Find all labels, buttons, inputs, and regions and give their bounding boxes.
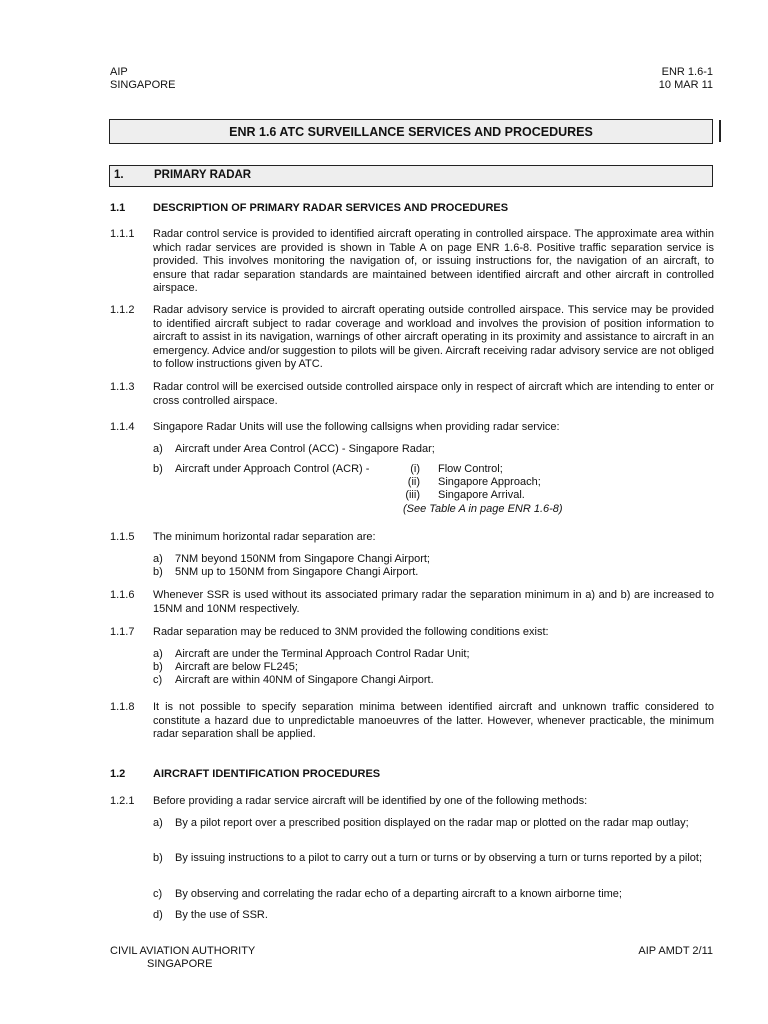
section-1-number: 1. bbox=[114, 169, 124, 181]
para-1-1-2-text: Radar advisory service is provided to aircraft operating outside controlled airspace. This service may be provided to identified aircraft subject to radar coverage and workload and involves the provision of position information to aircraft to assist in its navigation, warnings of other aircraft operating in its proximity and assistance to aircraft in an emergency. Advice and/or suggestion to pilots will be given. Aircraft receiving radar advisory service are not obliged to follow instructions given by ATC. bbox=[153, 304, 714, 370]
sublist-item-label: (ii) bbox=[407, 476, 420, 488]
para-1-1-8-text: It is not possible to specify separation minima between identified aircraft and unknown traffic considered to constitute a hazard due to unpredictable manoeuvres of the latter. However, whenever practicable, the minimum radar separation shall be applied. bbox=[153, 701, 714, 740]
para-1-1-4-text: Singapore Radar Units will use the following callsigns when providing radar service: bbox=[153, 421, 560, 433]
section-1-title: PRIMARY RADAR bbox=[154, 169, 252, 181]
header-date: 10 MAR 11 bbox=[658, 79, 713, 91]
list-item-label: b) bbox=[153, 463, 163, 475]
list-item-label: c) bbox=[153, 888, 163, 900]
sublist-item-text: Flow Control; bbox=[438, 463, 503, 475]
header-left-country: SINGAPORE bbox=[110, 79, 176, 91]
para-1-1-6-text: Whenever SSR is used without its associated primary radar the separation minimum in a) and b) are increased to 15NM and 10NM respectively. bbox=[153, 589, 714, 615]
list-item-text: By observing and correlating the radar echo of a departing aircraft to a known airborne time; bbox=[175, 888, 622, 900]
heading-1-1-number: 1.1 bbox=[110, 202, 126, 214]
list-item-label: a) bbox=[153, 817, 163, 829]
list-item-label: b) bbox=[153, 661, 163, 673]
heading-1-1-title: DESCRIPTION OF PRIMARY RADAR SERVICES AND PROCEDURES bbox=[153, 202, 509, 214]
change-bar bbox=[719, 120, 721, 142]
list-item-text: Aircraft are under the Terminal Approach Control Radar Unit; bbox=[175, 648, 470, 660]
table-reference-note: (See Table A in page ENR 1.6-8) bbox=[403, 503, 563, 515]
list-item-label: d) bbox=[153, 909, 163, 921]
para-1-1-1-number: 1.1.1 bbox=[110, 228, 135, 240]
sublist-item-text: Singapore Approach; bbox=[438, 476, 541, 488]
para-1-1-6-number: 1.1.6 bbox=[110, 589, 135, 601]
section-1-box bbox=[109, 165, 713, 187]
para-1-2-1-number: 1.2.1 bbox=[110, 795, 135, 807]
para-1-1-8-number: 1.1.8 bbox=[110, 701, 135, 713]
para-1-1-7-text: Radar separation may be reduced to 3NM provided the following conditions exist: bbox=[153, 626, 549, 638]
list-item-text: 7NM beyond 150NM from Singapore Changi Airport; bbox=[175, 553, 430, 565]
heading-1-2-number: 1.2 bbox=[110, 768, 126, 780]
para-1-1-7-number: 1.1.7 bbox=[110, 626, 135, 638]
title-box bbox=[109, 119, 713, 144]
list-item-text: Aircraft under Approach Control (ACR) - bbox=[175, 463, 370, 475]
para-1-1-5-text: The minimum horizontal radar separation are: bbox=[153, 531, 376, 543]
para-1-1-3-number: 1.1.3 bbox=[110, 381, 135, 393]
list-item-label: c) bbox=[153, 674, 163, 686]
para-1-1-2-number: 1.1.2 bbox=[110, 304, 135, 316]
para-1-1-3-text: Radar control will be exercised outside controlled airspace only in respect of aircraft which are intending to enter or cross controlled airspace. bbox=[153, 381, 714, 407]
para-1-1-1-text: Radar control service is provided to identified aircraft operating in controlled airspace. The approximate area within which radar services are provided is shown in Table A on page ENR 1.6-8. Positive traffic separation service is provided. This involves monitoring the navigation of, or issuing instructions for, the navigation of an aircraft, to ensure that radar separation standards are maintained between identified aircraft and other aircraft in controlled airspace. bbox=[153, 228, 714, 294]
para-1-2-1-text: Before providing a radar service aircraft will be identified by one of the following methods: bbox=[153, 795, 588, 807]
list-item-label: a) bbox=[153, 553, 163, 565]
list-item-text: By the use of SSR. bbox=[175, 909, 268, 921]
header-page-number: ENR 1.6-1 bbox=[661, 66, 713, 78]
list-item-label: b) bbox=[153, 852, 163, 864]
page-title: ENR 1.6 ATC SURVEILLANCE SERVICES AND PROCEDURES bbox=[229, 125, 593, 139]
footer-country: SINGAPORE bbox=[147, 958, 213, 970]
list-item-text: By a pilot report over a prescribed position displayed on the radar map or plotted on the radar map outlay; bbox=[175, 817, 689, 829]
sublist-item-label: (i) bbox=[410, 463, 420, 475]
heading-1-2-title: AIRCRAFT IDENTIFICATION PROCEDURES bbox=[153, 768, 381, 780]
list-item-text: Aircraft under Area Control (ACC) - Singapore Radar; bbox=[175, 443, 435, 455]
list-item-text: By issuing instructions to a pilot to carry out a turn or turns or by observing a turn or turns reported by a pilot; bbox=[175, 852, 703, 864]
list-item-text: Aircraft are within 40NM of Singapore Changi Airport. bbox=[175, 674, 434, 686]
para-1-1-4-number: 1.1.4 bbox=[110, 421, 135, 433]
list-item-text: 5NM up to 150NM from Singapore Changi Airport. bbox=[175, 566, 419, 578]
header-left-aip: AIP bbox=[110, 66, 128, 78]
list-item-text: Aircraft are below FL245; bbox=[175, 661, 298, 673]
footer-authority: CIVIL AVIATION AUTHORITY bbox=[110, 945, 256, 957]
sublist-item-text: Singapore Arrival. bbox=[438, 489, 525, 501]
list-item-label: a) bbox=[153, 648, 163, 660]
list-item-label: a) bbox=[153, 443, 163, 455]
list-item-label: b) bbox=[153, 566, 163, 578]
footer-amendment: AIP AMDT 2/11 bbox=[638, 945, 713, 957]
sublist-item-label: (iii) bbox=[405, 489, 420, 501]
para-1-1-5-number: 1.1.5 bbox=[110, 531, 135, 543]
